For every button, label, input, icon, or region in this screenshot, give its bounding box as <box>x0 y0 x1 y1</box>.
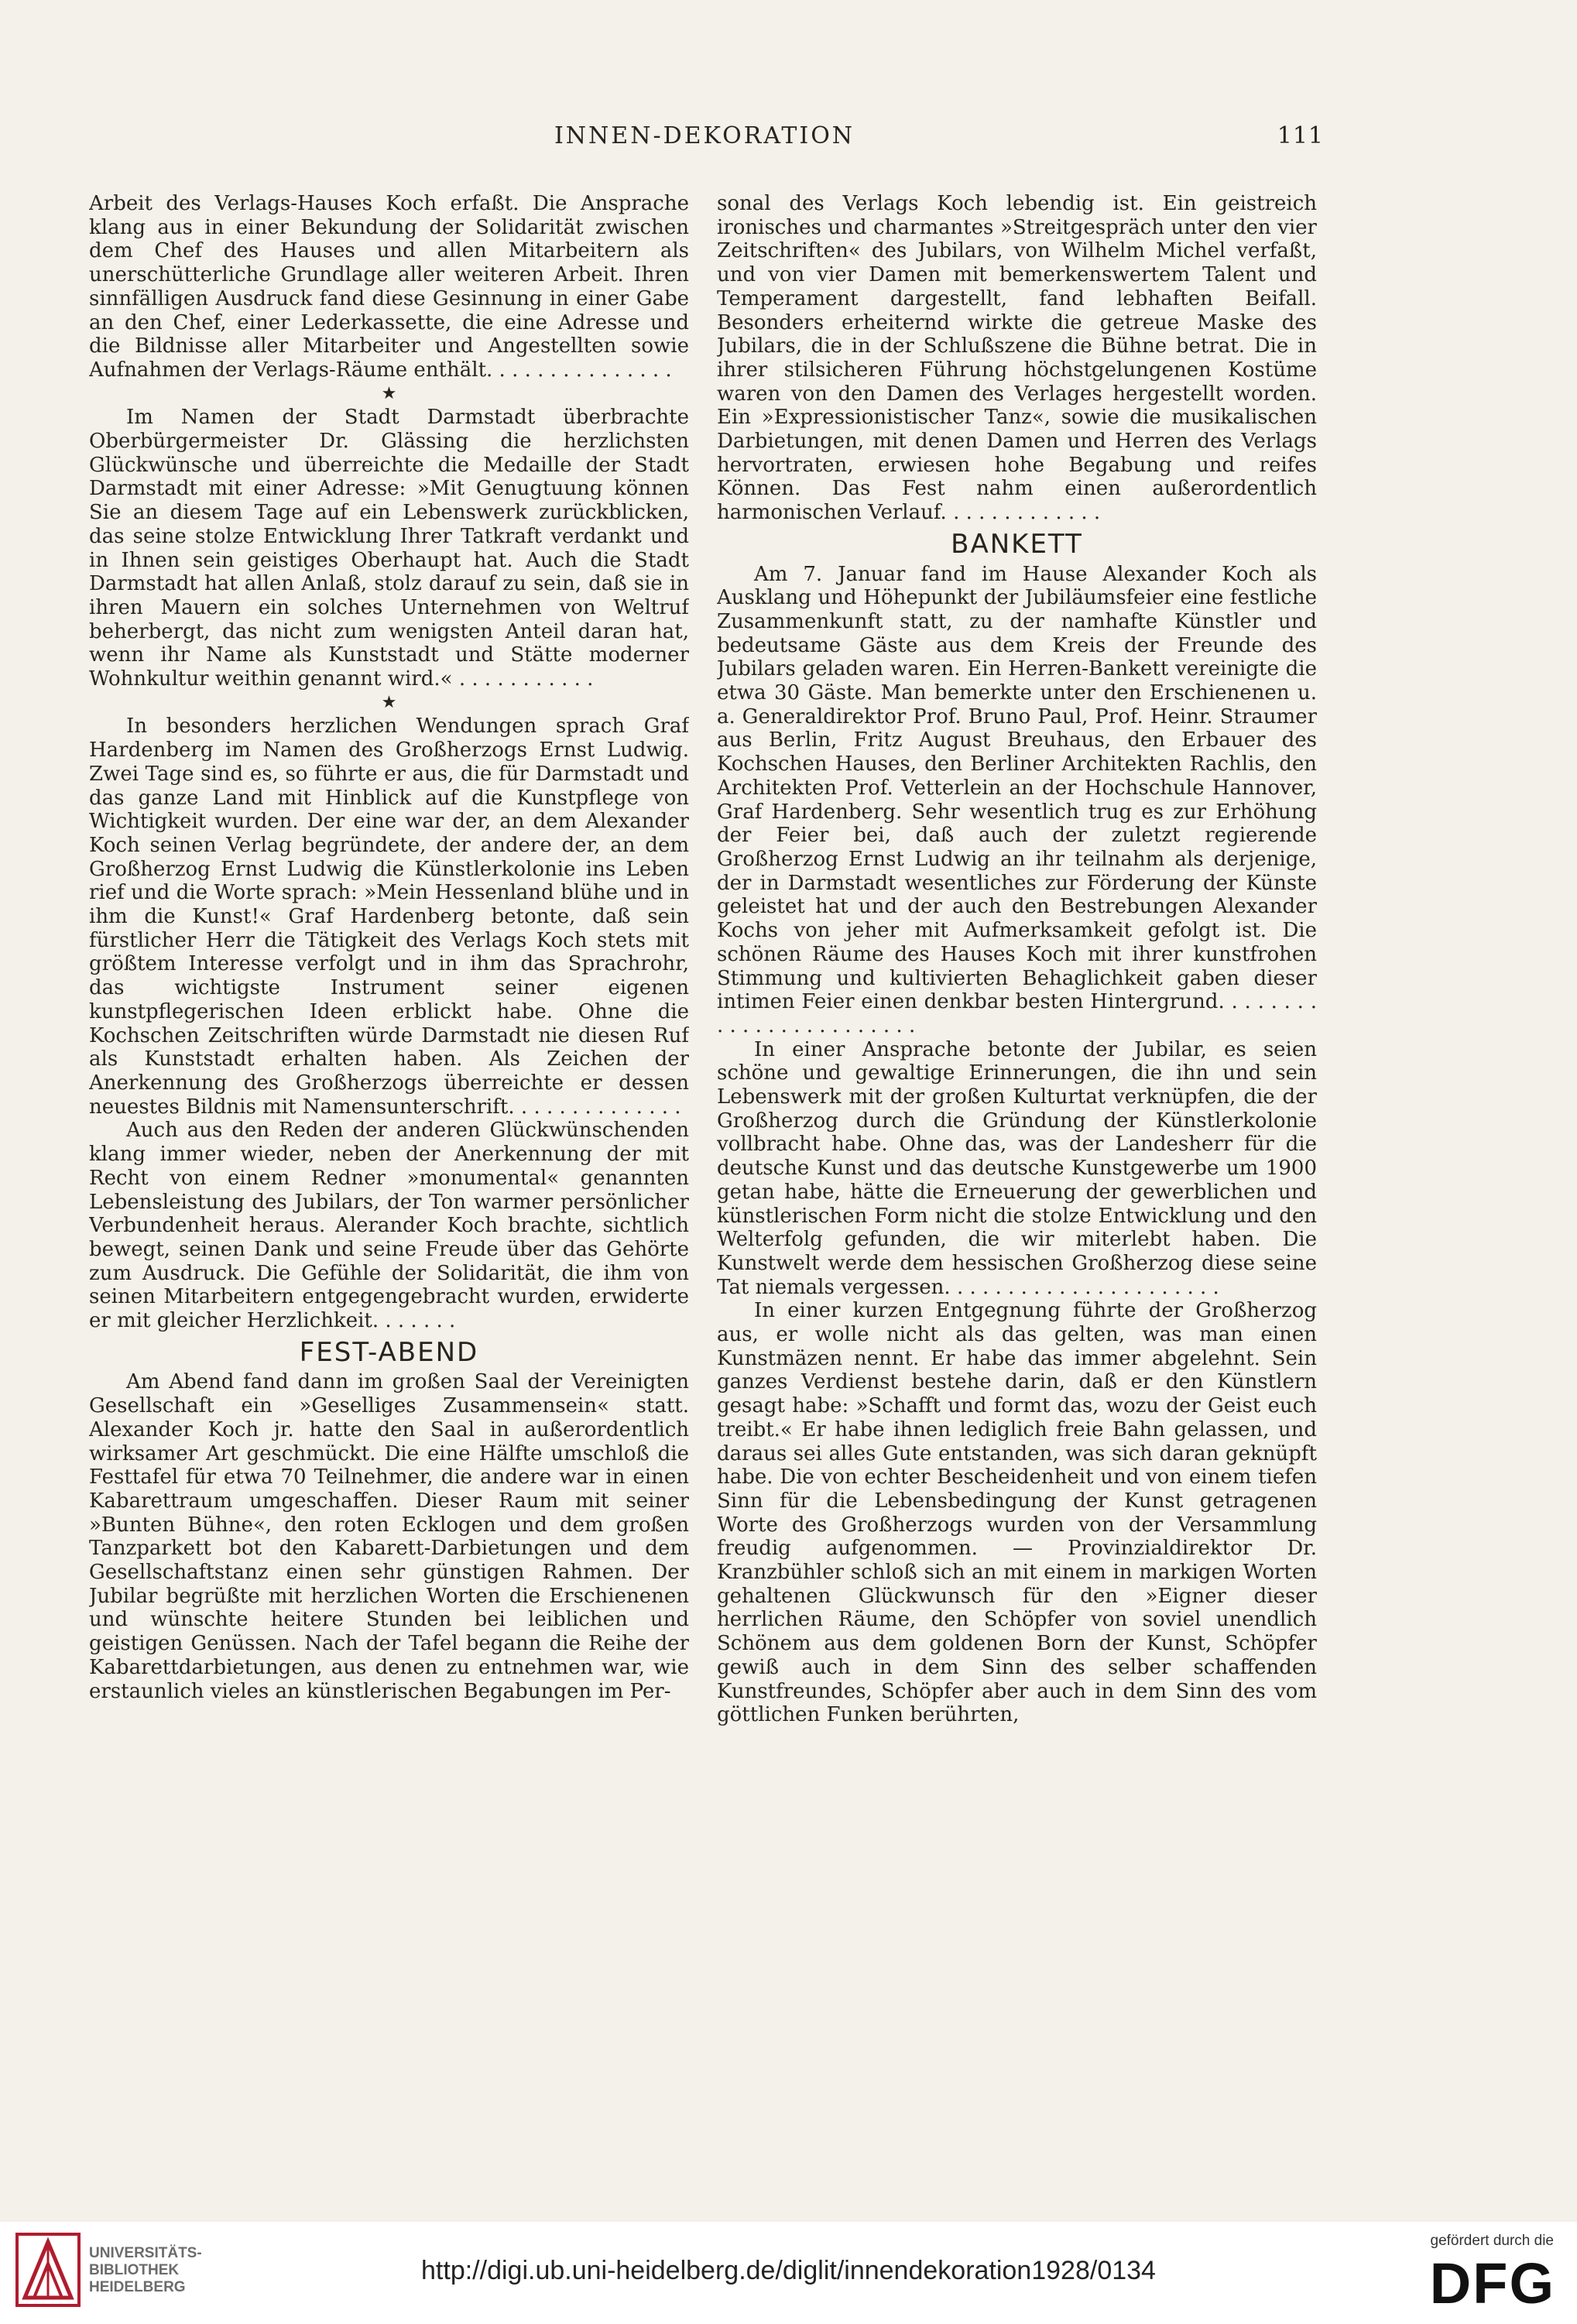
right-paragraph-3: In einer Ansprache betonte der Jubilar, es seien schöne und gewaltige Erinnerungen, die ihn und sein Lebenswerk mit der großen Kulturtat verknüpfen, die der Großherzog durch die Gründung der Künstlerkolonie vollbracht habe. Ohne das, was der Landesherr für die deutsche Kunst und das deutsche Kunstgewerbe um 1900 getan habe, hätte die Erneuerung der gewerblichen und künstlerischen Form nicht die stolze Entwicklung und den Welterfolg gefunden, die wir miterlebt haben. Die Kunstwelt werde dem hessischen Großherzog diese seine Tat niemals vergessen. . . . . . . . . . . . . . . . . . . . . . <box>717 1037 1317 1299</box>
left-paragraph-2: Im Namen der Stadt Darmstadt überbrachte Oberbürgermeister Dr. Glässing die herzlichsten Glückwünsche und überreichte die Medaille der Stadt Darmstadt mit einer Adresse: »Mit Genugtuung können Sie an diesem Tage auf ein Lebenswerk zurückblicken, das seine stolze Entwicklung Ihrer Tatkraft verdankt und in Ihnen sein geistiges Oberhaupt hat. Auch die Stadt Darmstadt hat allen Anlaß, stolz darauf zu sein, daß sie in ihren Mauern ein solches Unternehmen von Weltruf beherbergt, das nicht zum wenigsten Anteil daran hat, wenn ihr Name als Kunststadt und Stätte moderner Wohnkultur weithin genannt wird.« . . . . . . . . . . . <box>89 406 689 691</box>
running-head <box>85 122 1324 153</box>
left-paragraph-3: In besonders herzlichen Wendungen sprach Graf Hardenberg im Namen des Großherzogs Ernst Ludwig. Zwei Tage sind es, so führte er aus, die für Darmstadt und das ganze Land mit Hinblick auf die Kunstpflege von Wichtigkeit wurden. Der eine war der, an dem Alexander Koch seinen Verlag begründete, der andere der, an dem Großherzog Ernst Ludwig die Künstlerkolonie ins Leben rief und die Worte sprach: »Mein Hessenland blühe und in ihm die Kunst!« Graf Hardenberg betonte, daß sein fürstlicher Herr die Tätigkeit des Verlags Koch stets mit größtem Interesse verfolgt und in ihm das Sprachrohr, das wichtigste Instrument seiner eigenen kunstpflegerischen Ideen erblickt habe. Ohne die Kochschen Zeitschriften würde Darmstadt nie diesen Ruf als Kunststadt erhalten haben. Als Zeichen der Anerkennung des Großherzogs überreichte er dessen neuestes Bildnis mit Namensunterschrift. . . . . . . . . . . . . . <box>89 715 689 1119</box>
left-paragraph-1: Arbeit des Verlags-Hauses Koch erfaßt. Die Ansprache klang aus in einer Bekundung der Solidarität zwischen dem Chef des Hauses und allen Mitarbeitern als unerschütterliche Grundlage aller weiteren Arbeit. Ihren sinnfälligen Ausdruck fand diese Gesinnung in einer Gabe an den Chef, einer Lederkassette, die eine Adresse und die Bildnisse aller Mitarbeiter und Angestellten sowie Aufnahmen der Verlags-Räume enthält. . . . . . . . . . . . . . . <box>89 192 689 382</box>
left-paragraph-4: Auch aus den Reden der anderen Glückwünschenden klang immer wieder, neben der Anerkennung der mit Recht von einem Redner »monumental« genannten Lebensleistung des Jubilars, der Ton warmer persönlicher Verbundenheit heraus. Alerander Koch brachte, sichtlich bewegt, seinen Dank und seine Freude über das Gehörte zum Ausdruck. Die Gefühle der Solidarität, die ihm von seinen Mitarbeitern entgegengebracht wurden, erwiderte er mit gleicher Herzlichkeit. . . . . . . <box>89 1119 689 1333</box>
right-paragraph-1: sonal des Verlags Koch lebendig ist. Ein geistreich ironisches und charmantes »Streitgespräch unter den vier Zeitschriften« des Jubilars, von Wilhelm Michel verfaßt, und von vier Damen mit bemerkenswertem Talent und Temperament dargestellt, fand lebhaften Beifall. Besonders erheiternd wirkte die getreue Maske des Jubilars, die in der Schlußszene die Bühne betrat. Die in ihrer stilsicheren Führung höchstgelungenen Kostüme waren von den Damen des Verlages hergestellt worden. Ein »Expressionistischer Tanz«, sowie die musikalischen Darbietungen, mit denen Damen und Herren des Verlags hervortraten, erwiesen hohe Begabung und reifes Können. Das Fest nahm einen außerordentlich harmonischen Verlauf. . . . . . . . . . . . . <box>717 192 1317 525</box>
section-heading-fest-abend: FEST-ABEND <box>299 1336 479 1368</box>
library-name-line-1: UNIVERSITÄTS- <box>89 2245 202 2261</box>
left-paragraph-5: Am Abend fand dann im großen Saal der Vereinigten Gesellschaft ein »Geselliges Zusammensein« statt. Alexander Koch jr. hatte den Saal in außerordentlich wirksamer Art geschmückt. Die eine Hälfte umschloß die Festtafel für etwa 70 Teilnehmer, die andere war in einen Kabarettraum umgeschaffen. Dieser Raum mit seiner »Bunten Bühne«, den roten Ecklogen und dem großen Tanzparkett bot den Kabarett-Darbietungen und dem Gesellschaftstanz einen sehr günstigen Rahmen. Der Jubilar begrüßte mit herzlichen Worten die Erschienenen und wünschte heitere Stunden bei leiblichen und geistigen Genüssen. Nach der Tafel begann die Reihe der Kabarettdarbietungen, aus denen zu entnehmen war, wie erstaunlich vieles an künstlerischen Begabungen im Per- <box>89 1370 689 1703</box>
funded-by-label: gefördert durch die <box>1430 2233 1554 2249</box>
page-number: 111 <box>1277 122 1324 149</box>
library-name-line-2: BIBLIOTHEK <box>89 2262 180 2278</box>
section-heading-bankett: BANKETT <box>951 528 1083 560</box>
right-paragraph-4: In einer kurzen Entgegnung führte der Großherzog aus, er wolle nicht als das gelten, was man einen Kunstmäzen nennt. Er habe das immer abgelehnt. Sein ganzes Verdienst bestehe darin, daß er den Künstlern gesagt habe: »Schafft und formt das, wozu der Geist euch treibt.« Er habe ihnen lediglich freie Bahn gelassen, und daraus sei alles Gute entstanden, was sich daran geknüpft habe. Die von echter Bescheidenheit und von einem tiefen Sinn für die Lebensbedingung der Kunst getragenen Worte des Großherzogs wurden von der Versammlung freudig aufgenommen. — Provinzialdirektor Dr. Kranzbühler schloß sich an mit einem in markigen Worten gehaltenen Glückwunsch für den »Eigner dieser herrlichen Räume, den Schöpfer von soviel unendlich Schönem aus dem goldenen Born der Kunst, Schöpfer gewiß auch in dem Sinn des selber schaffenden Kunstfreundes, Schöpfer aber auch in dem Sinn des vom göttlichen Funken berührten, <box>717 1299 1317 1727</box>
library-name-line-3: HEIDELBERG <box>89 2279 186 2295</box>
source-url-link[interactable]: http://digi.ub.uni-heidelberg.de/diglit/innendekoration1928/0134 <box>421 2256 1156 2285</box>
dfg-logo: DFG <box>1429 2251 1555 2315</box>
left-column <box>89 192 689 1973</box>
right-column <box>717 192 1317 1973</box>
running-title: INNEN-DEKORATION <box>554 122 855 149</box>
right-paragraph-2: Am 7. Januar fand im Hause Alexander Koch als Ausklang und Höhepunkt der Jubiläumsfeier eine festliche Zusammenkunft statt, zu der namhafte Künstler und bedeutsame Gäste aus dem Kreis der Freunde des Jubilars geladen waren. Ein Herren-Bankett vereinigte die etwa 30 Gäste. Man bemerkte unter den Erschienenen u. a. Generaldirektor Prof. Bruno Paul, Prof. Heinr. Straumer aus Berlin, Fritz August Breuhaus, den Erbauer des Kochschen Hauses, den Berliner Architekten Rachlis, den Architekten Prof. Vetterlein an der Hochschule Hannover, Graf Hardenberg. Sehr wesentlich trug es zur Erhöhung der Feier bei, daß auch der zuletzt regierende Großherzog Ernst Ludwig an ihr teilnahm als derjenige, der in Darmstadt wesentliches zur Förderung der Künste geleistet hat und der auch den Bestrebungen Alexander Kochs von jeher mit Aufmerksamkeit gefolgt ist. Die schönen Räume des Hauses Koch mit ihrer kunstfrohen Stimmung und kultivierten Behaglichkeit gaben dieser intimen Feier einen denkbar besten Hintergrund. . . . . . . . . . . . . . . . . . . . . . . . <box>717 562 1317 1037</box>
star-separator-1: ★ <box>381 383 397 403</box>
digitization-footer <box>0 2222 1577 2324</box>
star-separator-2: ★ <box>381 692 397 712</box>
